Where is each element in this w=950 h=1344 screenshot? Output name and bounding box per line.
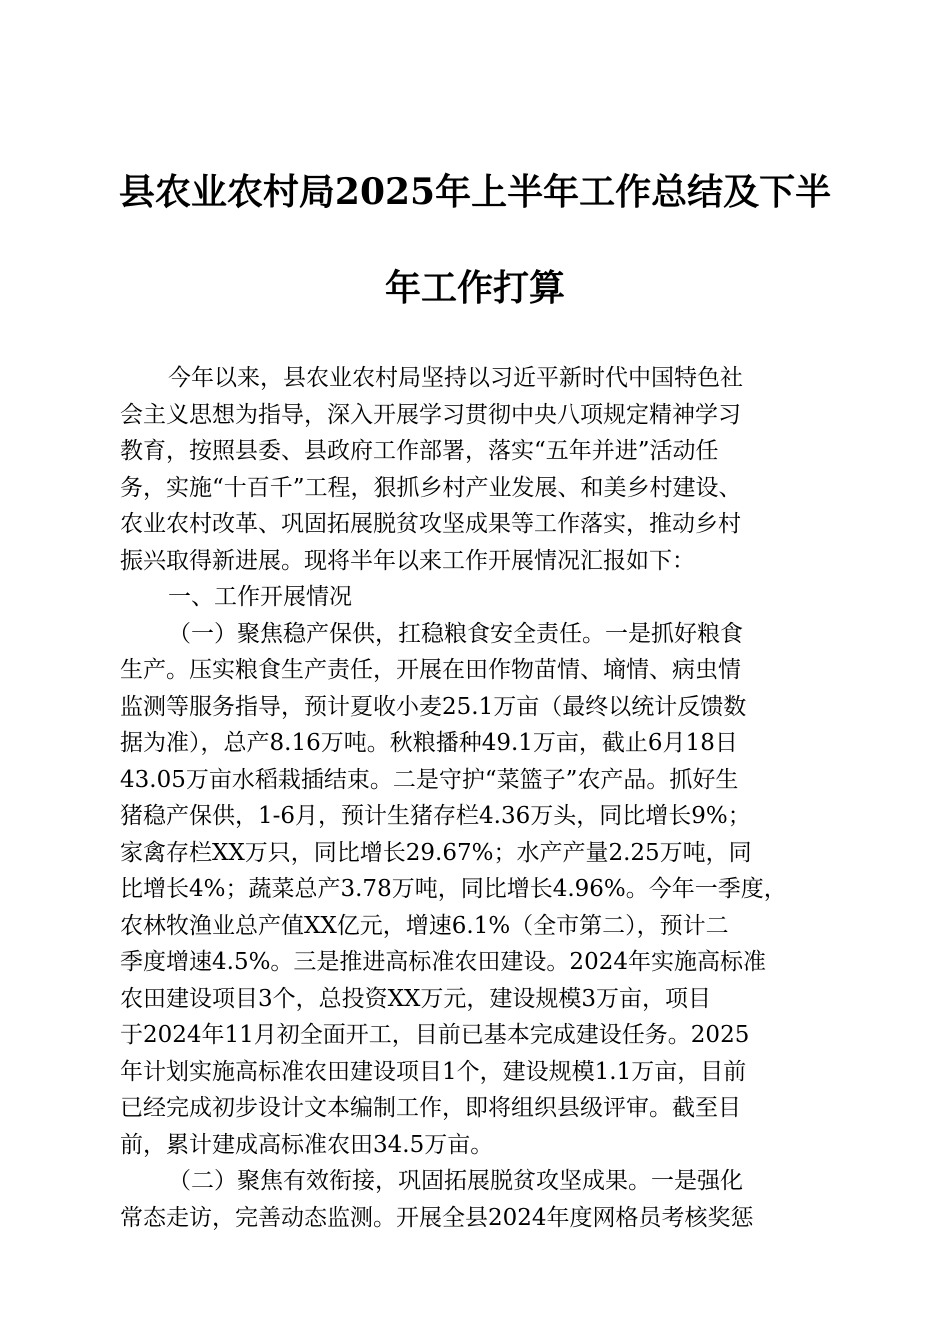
para1-line: 家禽存栏XX万只，同比增长29.67%；水产产量2.25万吨，同 <box>120 839 752 866</box>
intro-line: 会主义思想为指导，深入开展学习贯彻中央八项规定精神学习 <box>120 401 741 428</box>
intro-line: 教育，按照县委、县政府工作部署，落实“五年并进”活动任 <box>120 438 719 464</box>
para1-line: 据为准），总产8.16万吨。秋粮播种49.1万亩，截止6月18日 <box>120 730 738 756</box>
para2-line: 常态走访，完善动态监测。开展全县2024年度网格员考核奖惩 <box>120 1204 754 1231</box>
para1-line: 前，累计建成高标准农田34.5万亩。 <box>120 1131 494 1158</box>
para1-line: 比增长4%；蔬菜总产3.78万吨，同比增长4.96%。今年一季度， <box>120 876 787 902</box>
para1-line: 已经完成初步设计文本编制工作，即将组织县级评审。截至目 <box>120 1095 741 1121</box>
document-body <box>120 360 836 1236</box>
para1-line: 季度增速4.5%。三是推进高标准农田建设。2024年实施高标准 <box>120 949 766 975</box>
para1-line: 监测等服务指导，预计夏收小麦25.1万亩（最终以统计反馈数 <box>120 693 747 720</box>
para1-line: 43.05万亩水稻栽插结束。二是守护“菜篮子”农产品。抓好生 <box>120 766 739 793</box>
para1-line: 农林牧渔业总产值XX亿元，增速6.1%（全市第二），预计二 <box>120 912 729 939</box>
intro-line: 农业农村改革、巩固拓展脱贫攻坚成果等工作落实，推动乡村 <box>120 511 741 537</box>
para1-line: 农田建设项目3个，总投资XX万元，建设规模3万亩，项目 <box>120 985 712 1012</box>
para1-line: 猪稳产保供，1-6月，预计生猪存栏4.36万头，同比增长9%； <box>120 803 751 829</box>
document-title-line1: 县农业农村局2025年上半年工作总结及下半 <box>118 171 832 213</box>
intro-line: 今年以来，县农业农村局坚持以习近平新时代中国特色社 <box>168 365 743 391</box>
section-heading: 一、工作开展情况 <box>168 584 352 610</box>
para1-line: 于2024年11月初全面开工，目前已基本完成建设任务。2025 <box>120 1022 750 1048</box>
para1-line: 生产。压实粮食生产责任，开展在田作物苗情、墒情、病虫情 <box>120 657 741 683</box>
document-title-line2: 年工作打算 <box>384 267 565 309</box>
para1-line: 年计划实施高标准农田建设项目1个，建设规模1.1万亩，目前 <box>120 1058 747 1085</box>
intro-line: 务，实施“十百千”工程，狠抓乡村产业发展、和美乡村建设、 <box>120 474 742 501</box>
intro-line: 振兴取得新进展。现将半年以来工作开展情况汇报如下： <box>120 547 695 574</box>
para2-line: （二）聚焦有效衔接，巩固拓展脱贫攻坚成果。一是强化 <box>168 1168 743 1194</box>
para1-line: （一）聚焦稳产保供，扛稳粮食安全责任。一是抓好粮食 <box>168 620 743 647</box>
